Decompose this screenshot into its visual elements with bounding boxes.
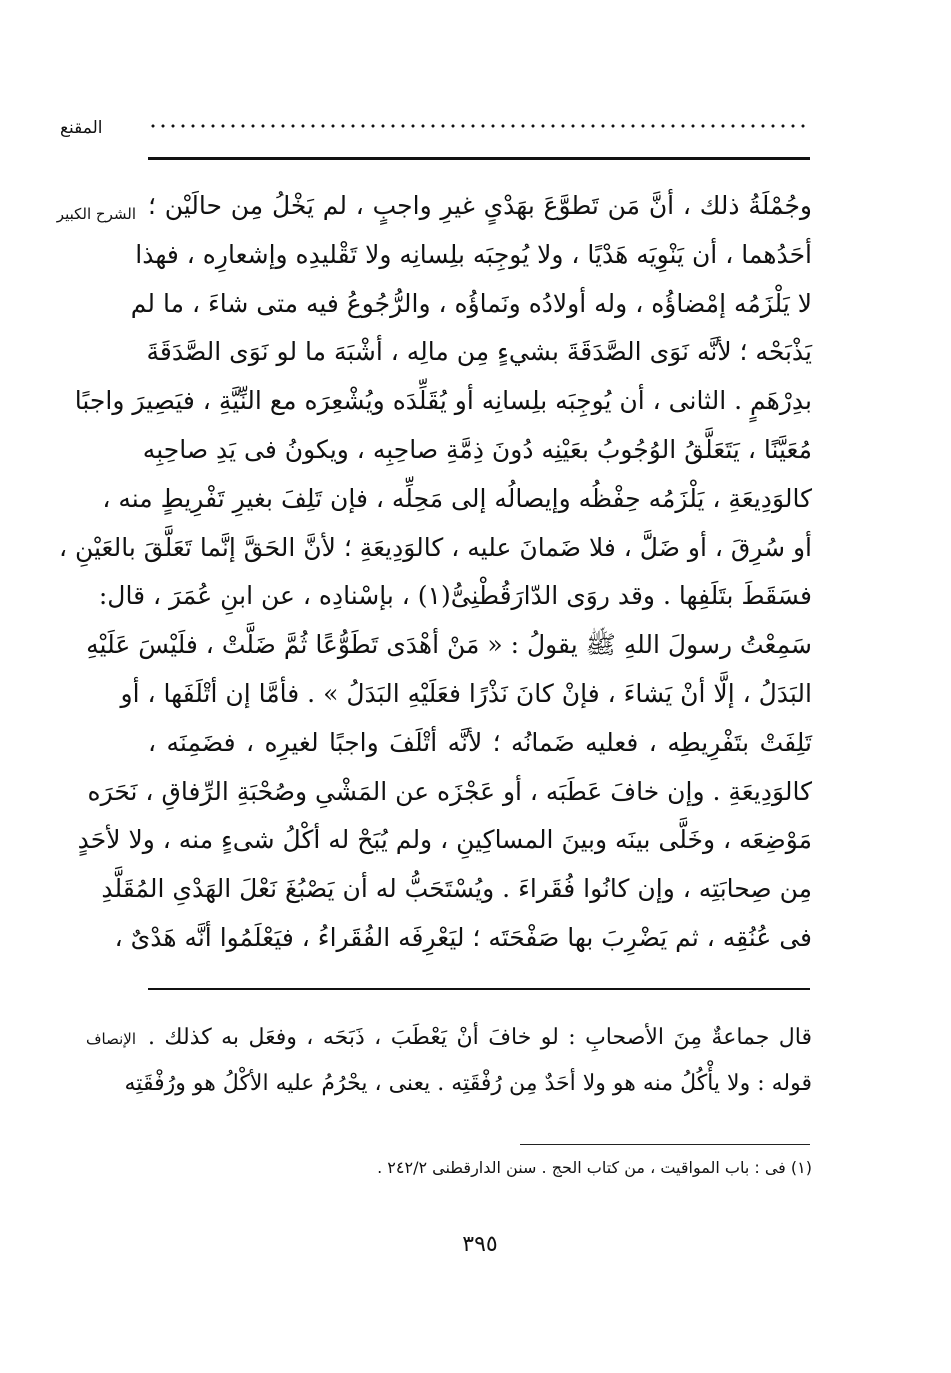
- main-text-line: وجُمْلَةُ ذلك ، أنَّ مَن تَطوَّعَ بهَدْىٍ غيرِ واجبٍ ، لم يَخْلُ مِن حالَيْن ؛: [148, 191, 812, 220]
- insaf-text-line: قوله : ولا يأْكُلُ منه هو ولا أحَدٌ مِن رُفْقَتِه . يعنى ، يحْرُمُ عليه الأكْلُ هو ورُفْقَتِه: [124, 1071, 812, 1096]
- main-text-line: سَمِعْتُ رسولَ اللهِ ﷺ يقولُ : « مَنْ أهْدَى تَطَوُّعًا ثُمَّ ضَلَّتْ ، فلَيْسَ عَلَيْهِ: [86, 630, 812, 660]
- main-text-line: كالوَدِيعَةِ . وإن خافَ عَطَبَه ، أو عَجْزَه عن المَشْىِ وصُحْبَةِ الرِّفاقِ ، نَحَرَه: [87, 776, 812, 806]
- footnote-divider: [520, 1144, 810, 1145]
- main-text-line: مُعَيَّنًا ، يَتَعَلَّقُ الوُجُوبُ بعَيْنِه دُونَ ذِمَّةِ صاحِبِه ، ويكونُ فى يَدِ صاحِبِه: [142, 434, 812, 464]
- insaf-text-line: قال جماعةٌ مِنَ الأصحابِ : لو خافَ أنْ يَعْطَبَ ، ذَبَحَه ، وفعَل به كذلك .: [148, 1025, 812, 1050]
- main-text-line: مَوْضِعَه ، وخَلَّى بينَه وبينَ المساكِينِ ، ولم يُبَحْ له أكْلُ شىءٍ منه ، ولا لأحَدٍ: [77, 825, 812, 855]
- main-text-line: أو سُرِقَ ، أو ضَلَّ ، فلا ضَمانَ عليه ، كالوَدِيعَةِ ؛ لأنَّ الحَقَّ إنَّما تَعَلَّقَ بالعَيْنِ ،: [58, 532, 812, 562]
- margin-label-insaf: الإنصاف: [85, 1030, 136, 1048]
- main-text-line: تَلِفَتْ بتَفْرِيطِه ، فعليه ضَمانُه ؛ لأنَّه أتْلَفَ واجبًا لغيرِه ، فضَمِنَه ،: [148, 727, 812, 757]
- main-text-line: لا يَلْزَمُه إمْضاؤُه ، وله أولادُه ونَماؤُه ، والرُّجُوعُ فيه متى شاءَ ، ما لم: [130, 288, 812, 318]
- header-rule: [148, 157, 810, 160]
- main-text-line: فى عُنُقِه ، ثم يَضْرِبَ بها صَفْحَتَه ؛ ليَعْرِفَه الفُقَراءُ ، فيَعْلَمُوا أنَّه هَدْىٌ ،: [114, 922, 812, 952]
- page-number: ٣٩٥: [462, 1232, 498, 1257]
- insaf-text: [124, 1015, 812, 1107]
- footnote: (١) فى : باب المواقيت ، من كتاب الحج . سنن الدارقطنى ٢٤٢/٢ .: [377, 1158, 812, 1177]
- section-divider: [148, 988, 810, 990]
- margin-label-sharh: الشرح الكبير: [56, 205, 136, 223]
- header-dot-leader: [148, 124, 808, 128]
- main-text-line: البَدَلُ ، إلَّا أنْ يَشاءَ ، فإنْ كانَ نَذْرًا فعَلَيْهِ البَدَلُ » . فأمَّا إن أتْلَفَها ، أو: [120, 678, 812, 708]
- main-text-line: أحَدُهما ، أن يَنْوِيَه هَدْيًا ، ولا يُوجِبَه بلِسانِه ولا تَقْليدِه وإشعارِه ، فهذا: [135, 239, 812, 269]
- running-title: المقنع: [60, 118, 103, 138]
- main-text-line: مِن صِحابَتِه ، وإن كانُوا فُقَراءَ . ويُسْتَحَبُّ له أن يَصْبُغَ نَعْلَ الهَدْىِ المُقَلَّدِ: [101, 874, 812, 904]
- main-text-line: كالوَدِيعَةِ ، يَلْزَمُه حِفْظُه وإيصالُه إلى مَحِلِّه ، فإن تَلِفَ بغيرِ تَفْرِيطٍ منه ،: [102, 483, 812, 513]
- main-text-line: فسَقَطَ بتَلَفِها . وقد روَى الدّارَقُطْنِىُّ(١) ، بإسْنادِه ، عن ابنِ عُمَرَ ، قال:: [98, 581, 812, 611]
- main-text-line: يَذْبَحْه ؛ لأنَّه نَوَى الصَّدَقَةَ بشيءٍ مِن مالِه ، أشْبَهَ ما لو نَوَى الصَّدَقَةَ: [146, 337, 812, 367]
- main-text-line: بدِرْهَمٍ . الثانى ، أن يُوجِبَه بلِسانِه أو يُقَلِّدَه ويُشْعِرَه مع النِّيَّةِ ، فيَصِيرَ واجبًا: [74, 386, 812, 416]
